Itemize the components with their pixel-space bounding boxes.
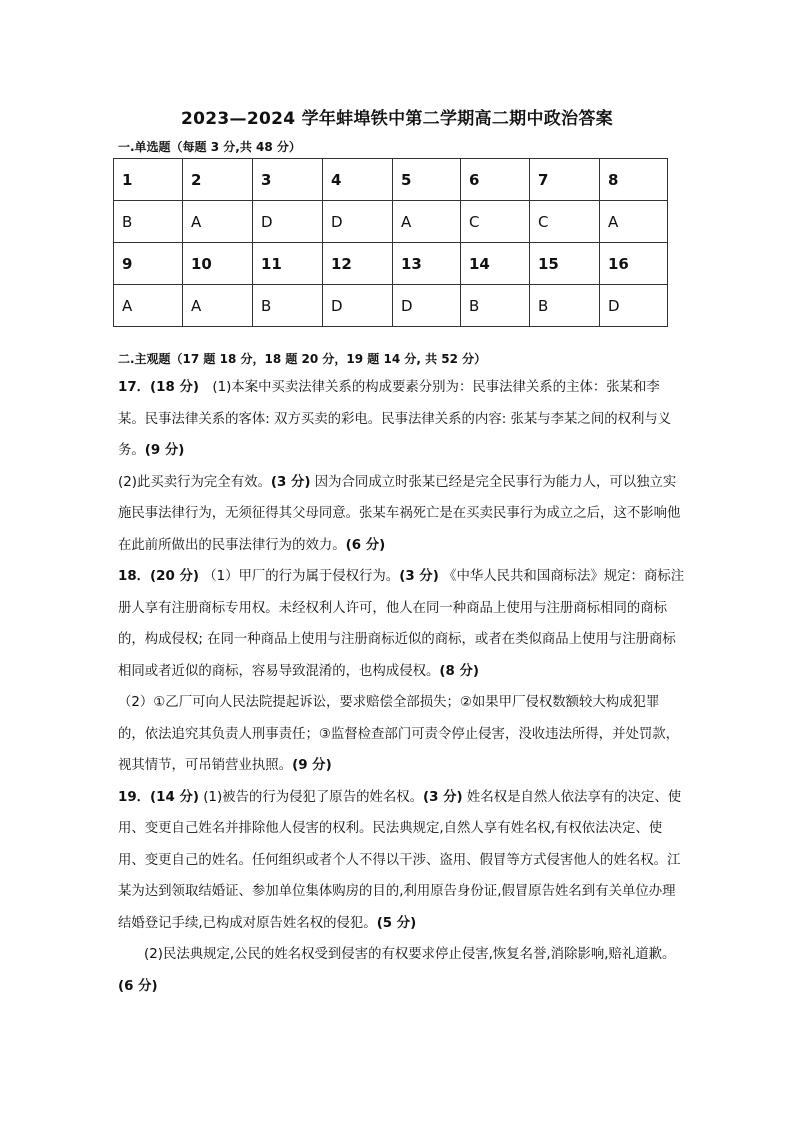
section-heading-subjective: 二.主观题（17 题 18 分，18 题 20 分，19 题 14 分, 共 52 分） <box>118 352 487 366</box>
q17-part1-text: (1)本案中买卖法律关系的构成要素分别为：民事法律关系的主体：张某和李某。民事法律关系的客体: 双方买卖的彩电。民事法律关系的内容: 张某与李某之间的权利与义务。 <box>118 380 672 458</box>
q19-part2-text: (2)民法典规定,公民的姓名权受到侵害的有权要求停止侵害,恢复名誉,消除影响,赔礼道歉。 <box>144 947 676 962</box>
answer-cell: A <box>114 285 183 327</box>
q19-label: 19．(14 分) <box>118 789 199 805</box>
answer-cell: B <box>253 285 323 327</box>
question-number-cell: 1 <box>114 159 183 201</box>
question-number-cell: 5 <box>393 159 461 201</box>
q17-answer-part1 <box>118 372 686 467</box>
q18-answer-part2 <box>118 687 686 782</box>
answer-cell: B <box>530 285 600 327</box>
answer-cell: B <box>461 285 530 327</box>
answer-cell: D <box>393 285 461 327</box>
q17-part2-text-a: (2)此买卖行为完全有效。 <box>118 474 271 490</box>
q17-answer-part2 <box>118 467 686 562</box>
q19-part1-score-a: (3 分) <box>423 789 463 805</box>
answer-cell: D <box>600 285 668 327</box>
question-number-cell: 7 <box>530 159 600 201</box>
question-number-cell: 15 <box>530 243 600 285</box>
q17-part2-score-b: (6 分) <box>345 537 386 553</box>
q18-part2-text: （2）①乙厂可向人民法院提起诉讼，要求赔偿全部损失；②如果甲厂侵权数额较大构成犯罪的，依法追究其负责人刑事责任；③监督检查部门可责令停止侵害，没收违法所得，并处罚款，视其情节，可吊销营业执照。 <box>118 695 680 773</box>
question-number-cell: 6 <box>461 159 530 201</box>
question-number-cell: 4 <box>323 159 393 201</box>
question-number-cell: 12 <box>323 243 393 285</box>
question-number-cell: 2 <box>183 159 253 201</box>
question-number-cell: 11 <box>253 243 323 285</box>
question-number-cell: 9 <box>114 243 183 285</box>
question-number-cell: 14 <box>461 243 530 285</box>
question-number-cell: 16 <box>600 243 668 285</box>
section-heading-single-choice: 一.单选题（每题 3 分,共 48 分） <box>118 140 301 154</box>
q18-label: 18．(20 分) <box>118 569 199 584</box>
answer-cell: D <box>323 285 393 327</box>
q19-part1-text-b: 姓名权是自然人依法享有的决定、使用、变更自己姓名并排除他人侵害的权利。民法典规定,自然人享有姓名权,有权依法决定、使用、变更自己的姓名。任何组织或者个人不得以干涉、盗用、假冒等方式侵害他人的姓名权。江某为达到领取结婚证、参加单位集体购房的目的,利用原告身份证,假冒原告姓名到有关单位办理结婚登记手续,已构成对原告姓名权的侵犯。 <box>118 789 682 931</box>
answer-cell: C <box>461 201 530 243</box>
q17-part2-text-b: 因为合同成立时张某已经是完全民事行为能力人，可以独立实施民事法律行为，无须征得其父母同意。张某车祸死亡是在买卖民事行为成立之后，这不影响他在此前所做出的民事法律行为的效力。 <box>118 474 681 553</box>
q19-part1-score-b: (5 分) <box>376 915 417 931</box>
table-row <box>114 201 668 243</box>
answer-cell: A <box>600 201 668 243</box>
q18-answer-part1 <box>118 561 686 687</box>
question-number-cell: 3 <box>253 159 323 201</box>
q19-part2-score: (6 分) <box>118 978 158 994</box>
q18-part1-score-a: (3 分) <box>399 569 439 584</box>
answer-table <box>113 158 668 327</box>
question-number-cell: 8 <box>600 159 668 201</box>
subjective-answers <box>118 372 686 1002</box>
answer-cell: D <box>323 201 393 243</box>
question-number-cell: 13 <box>393 243 461 285</box>
table-row <box>114 285 668 327</box>
q18-part2-score: (9 分) <box>292 758 332 773</box>
document-title: 2023—2024 学年蚌埠铁中第二学期高二期中政治答案 <box>181 109 613 129</box>
answer-cell: A <box>183 201 253 243</box>
table-row <box>114 243 668 285</box>
q19-part1-text-a: (1)被告的行为侵犯了原告的姓名权。 <box>198 789 424 805</box>
q17-part1-score: (9 分) <box>144 443 185 458</box>
question-number-cell: 10 <box>183 243 253 285</box>
answer-cell: D <box>253 201 323 243</box>
q18-part1-text-a: （1）甲厂的行为属于侵权行为。 <box>198 569 400 584</box>
answer-cell: C <box>530 201 600 243</box>
q19-answer-part2 <box>118 939 686 1002</box>
q17-part2-score-a: (3 分) <box>270 474 311 490</box>
q18-part1-text-b: 《中华人民共和国商标法》规定：商标注册人享有注册商标专用权。未经权利人许可，他人在同一种商品上使用与注册商标相同的商标的，构成侵权; 在同一种商品上使用与注册商标近似的商标，或者在类似商品上使用与注册商标相同或者近似的商标，容易导致混淆的，也构成侵权。 <box>118 569 685 679</box>
answer-cell: B <box>114 201 183 243</box>
q18-part1-score-b: (8 分) <box>439 663 479 679</box>
answer-cell: A <box>183 285 253 327</box>
q17-label: 17．(18 分) <box>118 380 199 395</box>
answer-cell: A <box>393 201 461 243</box>
table-row <box>114 159 668 201</box>
q19-answer-part1 <box>118 782 686 940</box>
